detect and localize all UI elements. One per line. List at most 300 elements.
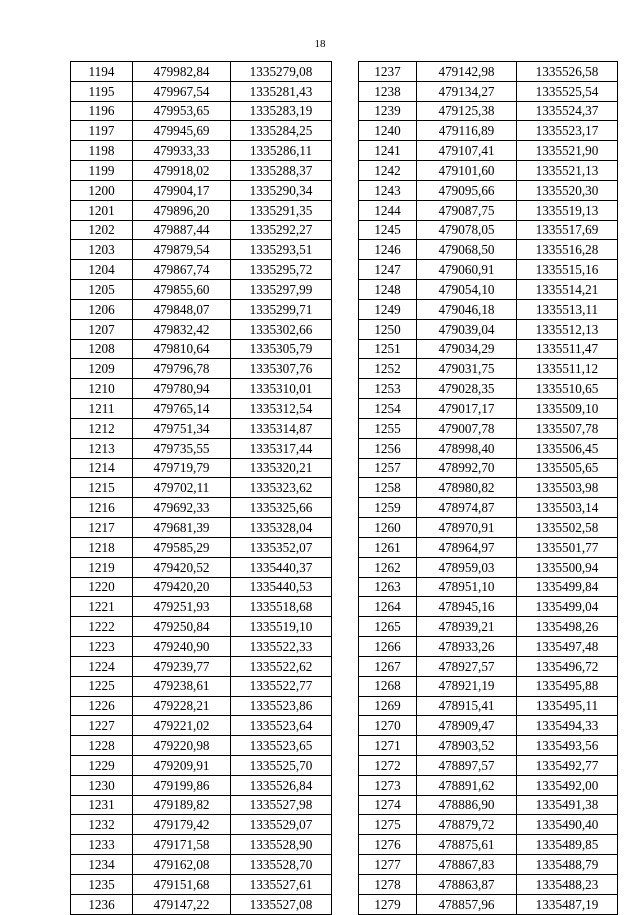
- table-row: [359, 894, 618, 914]
- point-number-cell: 1226: [71, 696, 133, 716]
- point-number-cell: 1276: [359, 835, 417, 855]
- x-coordinate-cell: 479867,74: [133, 260, 231, 280]
- x-coordinate-cell: 479585,29: [133, 537, 231, 557]
- table-row: [71, 81, 332, 101]
- x-coordinate-cell: 478921,19: [417, 676, 517, 696]
- x-coordinate-cell: 479420,20: [133, 577, 231, 597]
- x-coordinate-cell: 478959,03: [417, 557, 517, 577]
- point-number-cell: 1241: [359, 141, 417, 161]
- y-coordinate-cell: 1335523,17: [517, 121, 618, 141]
- y-coordinate-cell: 1335525,54: [517, 81, 618, 101]
- x-coordinate-cell: 479967,54: [133, 81, 231, 101]
- y-coordinate-cell: 1335517,69: [517, 220, 618, 240]
- point-number-cell: 1260: [359, 518, 417, 538]
- y-coordinate-cell: 1335495,11: [517, 696, 618, 716]
- table-row: [71, 775, 332, 795]
- point-number-cell: 1244: [359, 200, 417, 220]
- point-number-cell: 1203: [71, 240, 133, 260]
- point-number-cell: 1252: [359, 359, 417, 379]
- y-coordinate-cell: 1335502,58: [517, 518, 618, 538]
- table-row: [71, 260, 332, 280]
- table-row: [359, 240, 618, 260]
- y-coordinate-cell: 1335492,77: [517, 755, 618, 775]
- point-number-cell: 1262: [359, 557, 417, 577]
- point-number-cell: 1199: [71, 161, 133, 181]
- y-coordinate-cell: 1335513,11: [517, 299, 618, 319]
- x-coordinate-cell: 479751,34: [133, 418, 231, 438]
- y-coordinate-cell: 1335522,33: [231, 637, 332, 657]
- point-number-cell: 1270: [359, 716, 417, 736]
- y-coordinate-cell: 1335516,28: [517, 240, 618, 260]
- y-coordinate-cell: 1335503,98: [517, 478, 618, 498]
- x-coordinate-cell: 478867,83: [417, 855, 517, 875]
- x-coordinate-cell: 479238,61: [133, 676, 231, 696]
- table-row: [359, 319, 618, 339]
- point-number-cell: 1224: [71, 656, 133, 676]
- x-coordinate-cell: 478857,96: [417, 894, 517, 914]
- y-coordinate-cell: 1335288,37: [231, 161, 332, 181]
- y-coordinate-cell: 1335519,10: [231, 617, 332, 637]
- table-row: [359, 101, 618, 121]
- point-number-cell: 1247: [359, 260, 417, 280]
- x-coordinate-cell: 479832,42: [133, 319, 231, 339]
- point-number-cell: 1251: [359, 339, 417, 359]
- y-coordinate-cell: 1335499,04: [517, 597, 618, 617]
- x-coordinate-cell: 479095,66: [417, 180, 517, 200]
- table-row: [359, 81, 618, 101]
- table-row: [71, 855, 332, 875]
- y-coordinate-cell: 1335500,94: [517, 557, 618, 577]
- y-coordinate-cell: 1335506,45: [517, 438, 618, 458]
- table-row: [71, 240, 332, 260]
- y-coordinate-cell: 1335498,26: [517, 617, 618, 637]
- x-coordinate-cell: 479142,98: [417, 62, 517, 82]
- table-row: [71, 736, 332, 756]
- y-coordinate-cell: 1335529,07: [231, 815, 332, 835]
- point-number-cell: 1220: [71, 577, 133, 597]
- table-row: [71, 399, 332, 419]
- table-row: [359, 656, 618, 676]
- y-coordinate-cell: 1335488,79: [517, 855, 618, 875]
- table-row: [71, 894, 332, 914]
- point-number-cell: 1271: [359, 736, 417, 756]
- y-coordinate-cell: 1335493,56: [517, 736, 618, 756]
- y-coordinate-cell: 1335522,77: [231, 676, 332, 696]
- point-number-cell: 1204: [71, 260, 133, 280]
- x-coordinate-cell: 479810,64: [133, 339, 231, 359]
- x-coordinate-cell: 478927,57: [417, 656, 517, 676]
- x-coordinate-cell: 479031,75: [417, 359, 517, 379]
- point-number-cell: 1231: [71, 795, 133, 815]
- table-row: [71, 478, 332, 498]
- x-coordinate-cell: 478939,21: [417, 617, 517, 637]
- x-coordinate-cell: 479982,84: [133, 62, 231, 82]
- table-row: [71, 458, 332, 478]
- point-number-cell: 1215: [71, 478, 133, 498]
- table-row: [359, 458, 618, 478]
- table-row: [359, 815, 618, 835]
- y-coordinate-cell: 1335519,13: [517, 200, 618, 220]
- point-number-cell: 1229: [71, 755, 133, 775]
- point-number-cell: 1234: [71, 855, 133, 875]
- table-row: [71, 716, 332, 736]
- table-row: [359, 795, 618, 815]
- table-row: [71, 637, 332, 657]
- point-number-cell: 1233: [71, 835, 133, 855]
- point-number-cell: 1269: [359, 696, 417, 716]
- table-row: [359, 200, 618, 220]
- x-coordinate-cell: 478903,52: [417, 736, 517, 756]
- table-row: [359, 141, 618, 161]
- x-coordinate-cell: 479692,33: [133, 498, 231, 518]
- x-coordinate-cell: 479162,08: [133, 855, 231, 875]
- table-row: [71, 498, 332, 518]
- y-coordinate-cell: 1335523,65: [231, 736, 332, 756]
- point-number-cell: 1213: [71, 438, 133, 458]
- y-coordinate-cell: 1335302,66: [231, 319, 332, 339]
- point-number-cell: 1227: [71, 716, 133, 736]
- y-coordinate-cell: 1335496,72: [517, 656, 618, 676]
- table-row: [359, 180, 618, 200]
- x-coordinate-cell: 479116,89: [417, 121, 517, 141]
- table-row: [359, 537, 618, 557]
- y-coordinate-cell: 1335523,86: [231, 696, 332, 716]
- x-coordinate-cell: 479904,17: [133, 180, 231, 200]
- x-coordinate-cell: 478970,91: [417, 518, 517, 538]
- x-coordinate-cell: 479007,78: [417, 418, 517, 438]
- table-row: [71, 656, 332, 676]
- x-coordinate-cell: 478886,90: [417, 795, 517, 815]
- y-coordinate-cell: 1335487,19: [517, 894, 618, 914]
- x-coordinate-cell: 479855,60: [133, 280, 231, 300]
- coordinates-table-left: [70, 61, 332, 915]
- x-coordinate-cell: 479240,90: [133, 637, 231, 657]
- y-coordinate-cell: 1335328,04: [231, 518, 332, 538]
- y-coordinate-cell: 1335307,76: [231, 359, 332, 379]
- point-number-cell: 1207: [71, 319, 133, 339]
- y-coordinate-cell: 1335518,68: [231, 597, 332, 617]
- y-coordinate-cell: 1335299,71: [231, 299, 332, 319]
- point-number-cell: 1274: [359, 795, 417, 815]
- table-row: [71, 597, 332, 617]
- table-row: [359, 62, 618, 82]
- y-coordinate-cell: 1335520,30: [517, 180, 618, 200]
- x-coordinate-cell: 479887,44: [133, 220, 231, 240]
- point-number-cell: 1242: [359, 161, 417, 181]
- table-row: [359, 617, 618, 637]
- table-row: [71, 518, 332, 538]
- y-coordinate-cell: 1335522,62: [231, 656, 332, 676]
- y-coordinate-cell: 1335490,40: [517, 815, 618, 835]
- y-coordinate-cell: 1335514,21: [517, 280, 618, 300]
- point-number-cell: 1235: [71, 874, 133, 894]
- table-row: [359, 418, 618, 438]
- x-coordinate-cell: 479087,75: [417, 200, 517, 220]
- table-row: [71, 280, 332, 300]
- y-coordinate-cell: 1335505,65: [517, 458, 618, 478]
- y-coordinate-cell: 1335524,37: [517, 101, 618, 121]
- x-coordinate-cell: 479239,77: [133, 656, 231, 676]
- table-row: [71, 676, 332, 696]
- table-row: [359, 855, 618, 875]
- x-coordinate-cell: 478933,26: [417, 637, 517, 657]
- point-number-cell: 1254: [359, 399, 417, 419]
- x-coordinate-cell: 479189,82: [133, 795, 231, 815]
- y-coordinate-cell: 1335314,87: [231, 418, 332, 438]
- point-number-cell: 1256: [359, 438, 417, 458]
- point-number-cell: 1264: [359, 597, 417, 617]
- table-row: [71, 379, 332, 399]
- y-coordinate-cell: 1335515,16: [517, 260, 618, 280]
- y-coordinate-cell: 1335526,84: [231, 775, 332, 795]
- y-coordinate-cell: 1335503,14: [517, 498, 618, 518]
- point-number-cell: 1253: [359, 379, 417, 399]
- x-coordinate-cell: 478951,10: [417, 577, 517, 597]
- table-row: [359, 498, 618, 518]
- y-coordinate-cell: 1335527,08: [231, 894, 332, 914]
- x-coordinate-cell: 478897,57: [417, 755, 517, 775]
- table-row: [71, 617, 332, 637]
- table-row: [71, 141, 332, 161]
- y-coordinate-cell: 1335286,11: [231, 141, 332, 161]
- y-coordinate-cell: 1335293,51: [231, 240, 332, 260]
- x-coordinate-cell: 479933,33: [133, 141, 231, 161]
- coordinates-table-right: [358, 61, 618, 915]
- x-coordinate-cell: 479719,79: [133, 458, 231, 478]
- x-coordinate-cell: 478974,87: [417, 498, 517, 518]
- x-coordinate-cell: 479028,35: [417, 379, 517, 399]
- x-coordinate-cell: 479017,17: [417, 399, 517, 419]
- point-number-cell: 1206: [71, 299, 133, 319]
- table-row: [359, 557, 618, 577]
- x-coordinate-cell: 478879,72: [417, 815, 517, 835]
- y-coordinate-cell: 1335310,01: [231, 379, 332, 399]
- table-row: [71, 537, 332, 557]
- y-coordinate-cell: 1335512,13: [517, 319, 618, 339]
- table-row: [359, 121, 618, 141]
- x-coordinate-cell: 479147,22: [133, 894, 231, 914]
- table-row: [359, 399, 618, 419]
- y-coordinate-cell: 1335495,88: [517, 676, 618, 696]
- x-coordinate-cell: 479250,84: [133, 617, 231, 637]
- point-number-cell: 1200: [71, 180, 133, 200]
- y-coordinate-cell: 1335507,78: [517, 418, 618, 438]
- table-row: [71, 200, 332, 220]
- table-row: [71, 815, 332, 835]
- table-row: [359, 736, 618, 756]
- table-row: [359, 220, 618, 240]
- point-number-cell: 1267: [359, 656, 417, 676]
- point-number-cell: 1218: [71, 537, 133, 557]
- x-coordinate-cell: 479918,02: [133, 161, 231, 181]
- point-number-cell: 1216: [71, 498, 133, 518]
- point-number-cell: 1196: [71, 101, 133, 121]
- y-coordinate-cell: 1335292,27: [231, 220, 332, 240]
- point-number-cell: 1275: [359, 815, 417, 835]
- table-row: [71, 101, 332, 121]
- y-coordinate-cell: 1335526,58: [517, 62, 618, 82]
- x-coordinate-cell: 479796,78: [133, 359, 231, 379]
- point-number-cell: 1257: [359, 458, 417, 478]
- point-number-cell: 1263: [359, 577, 417, 597]
- point-number-cell: 1201: [71, 200, 133, 220]
- point-number-cell: 1230: [71, 775, 133, 795]
- y-coordinate-cell: 1335325,66: [231, 498, 332, 518]
- y-coordinate-cell: 1335305,79: [231, 339, 332, 359]
- point-number-cell: 1238: [359, 81, 417, 101]
- page-number: 18: [314, 38, 326, 50]
- x-coordinate-cell: 479228,21: [133, 696, 231, 716]
- table-row: [71, 299, 332, 319]
- point-number-cell: 1198: [71, 141, 133, 161]
- point-number-cell: 1211: [71, 399, 133, 419]
- x-coordinate-cell: 479221,02: [133, 716, 231, 736]
- point-number-cell: 1225: [71, 676, 133, 696]
- table-row: [359, 755, 618, 775]
- table-row: [359, 874, 618, 894]
- x-coordinate-cell: 478992,70: [417, 458, 517, 478]
- y-coordinate-cell: 1335352,07: [231, 537, 332, 557]
- table-row: [359, 438, 618, 458]
- y-coordinate-cell: 1335312,54: [231, 399, 332, 419]
- x-coordinate-cell: 479702,11: [133, 478, 231, 498]
- y-coordinate-cell: 1335523,64: [231, 716, 332, 736]
- x-coordinate-cell: 478863,87: [417, 874, 517, 894]
- y-coordinate-cell: 1335489,85: [517, 835, 618, 855]
- x-coordinate-cell: 479060,91: [417, 260, 517, 280]
- x-coordinate-cell: 479039,04: [417, 319, 517, 339]
- x-coordinate-cell: 478945,16: [417, 597, 517, 617]
- x-coordinate-cell: 478980,82: [417, 478, 517, 498]
- x-coordinate-cell: 479953,65: [133, 101, 231, 121]
- x-coordinate-cell: 479879,54: [133, 240, 231, 260]
- x-coordinate-cell: 479034,29: [417, 339, 517, 359]
- point-number-cell: 1265: [359, 617, 417, 637]
- table-row: [359, 379, 618, 399]
- x-coordinate-cell: 479681,39: [133, 518, 231, 538]
- y-coordinate-cell: 1335317,44: [231, 438, 332, 458]
- point-number-cell: 1240: [359, 121, 417, 141]
- point-number-cell: 1249: [359, 299, 417, 319]
- x-coordinate-cell: 479420,52: [133, 557, 231, 577]
- y-coordinate-cell: 1335440,37: [231, 557, 332, 577]
- point-number-cell: 1279: [359, 894, 417, 914]
- x-coordinate-cell: 479068,50: [417, 240, 517, 260]
- y-coordinate-cell: 1335488,23: [517, 874, 618, 894]
- x-coordinate-cell: 479107,41: [417, 141, 517, 161]
- y-coordinate-cell: 1335492,00: [517, 775, 618, 795]
- table-row: [71, 339, 332, 359]
- x-coordinate-cell: 479220,98: [133, 736, 231, 756]
- point-number-cell: 1208: [71, 339, 133, 359]
- y-coordinate-cell: 1335499,84: [517, 577, 618, 597]
- point-number-cell: 1228: [71, 736, 133, 756]
- point-number-cell: 1232: [71, 815, 133, 835]
- table-row: [71, 696, 332, 716]
- table-row: [71, 359, 332, 379]
- x-coordinate-cell: 479151,68: [133, 874, 231, 894]
- y-coordinate-cell: 1335494,33: [517, 716, 618, 736]
- point-number-cell: 1250: [359, 319, 417, 339]
- point-number-cell: 1221: [71, 597, 133, 617]
- y-coordinate-cell: 1335279,08: [231, 62, 332, 82]
- table-row: [359, 676, 618, 696]
- point-number-cell: 1217: [71, 518, 133, 538]
- x-coordinate-cell: 478915,41: [417, 696, 517, 716]
- point-number-cell: 1223: [71, 637, 133, 657]
- point-number-cell: 1210: [71, 379, 133, 399]
- table-row: [359, 161, 618, 181]
- table-row: [359, 835, 618, 855]
- y-coordinate-cell: 1335297,99: [231, 280, 332, 300]
- point-number-cell: 1219: [71, 557, 133, 577]
- point-number-cell: 1277: [359, 855, 417, 875]
- y-coordinate-cell: 1335323,62: [231, 478, 332, 498]
- point-number-cell: 1205: [71, 280, 133, 300]
- table-row: [359, 577, 618, 597]
- table-row: [71, 874, 332, 894]
- x-coordinate-cell: 479134,27: [417, 81, 517, 101]
- y-coordinate-cell: 1335290,34: [231, 180, 332, 200]
- y-coordinate-cell: 1335509,10: [517, 399, 618, 419]
- point-number-cell: 1245: [359, 220, 417, 240]
- x-coordinate-cell: 478875,61: [417, 835, 517, 855]
- table-row: [359, 696, 618, 716]
- x-coordinate-cell: 479171,58: [133, 835, 231, 855]
- table-row: [359, 299, 618, 319]
- y-coordinate-cell: 1335491,38: [517, 795, 618, 815]
- x-coordinate-cell: 479125,38: [417, 101, 517, 121]
- point-number-cell: 1194: [71, 62, 133, 82]
- x-coordinate-cell: 478891,62: [417, 775, 517, 795]
- x-coordinate-cell: 478909,47: [417, 716, 517, 736]
- x-coordinate-cell: 479945,69: [133, 121, 231, 141]
- point-number-cell: 1237: [359, 62, 417, 82]
- point-number-cell: 1236: [71, 894, 133, 914]
- point-number-cell: 1197: [71, 121, 133, 141]
- y-coordinate-cell: 1335510,65: [517, 379, 618, 399]
- point-number-cell: 1273: [359, 775, 417, 795]
- table-row: [359, 280, 618, 300]
- y-coordinate-cell: 1335527,61: [231, 874, 332, 894]
- y-coordinate-cell: 1335511,12: [517, 359, 618, 379]
- y-coordinate-cell: 1335521,13: [517, 161, 618, 181]
- table-row: [71, 835, 332, 855]
- point-number-cell: 1212: [71, 418, 133, 438]
- x-coordinate-cell: 479179,42: [133, 815, 231, 835]
- y-coordinate-cell: 1335525,70: [231, 755, 332, 775]
- y-coordinate-cell: 1335440,53: [231, 577, 332, 597]
- y-coordinate-cell: 1335283,19: [231, 101, 332, 121]
- x-coordinate-cell: 478998,40: [417, 438, 517, 458]
- y-coordinate-cell: 1335527,98: [231, 795, 332, 815]
- x-coordinate-cell: 479735,55: [133, 438, 231, 458]
- table-row: [359, 637, 618, 657]
- x-coordinate-cell: 479848,07: [133, 299, 231, 319]
- x-coordinate-cell: 479251,93: [133, 597, 231, 617]
- x-coordinate-cell: 479209,91: [133, 755, 231, 775]
- table-row: [71, 577, 332, 597]
- y-coordinate-cell: 1335295,72: [231, 260, 332, 280]
- x-coordinate-cell: 479780,94: [133, 379, 231, 399]
- table-row: [359, 260, 618, 280]
- y-coordinate-cell: 1335501,77: [517, 537, 618, 557]
- x-coordinate-cell: 479896,20: [133, 200, 231, 220]
- point-number-cell: 1255: [359, 418, 417, 438]
- table-row: [71, 319, 332, 339]
- table-row: [359, 716, 618, 736]
- point-number-cell: 1258: [359, 478, 417, 498]
